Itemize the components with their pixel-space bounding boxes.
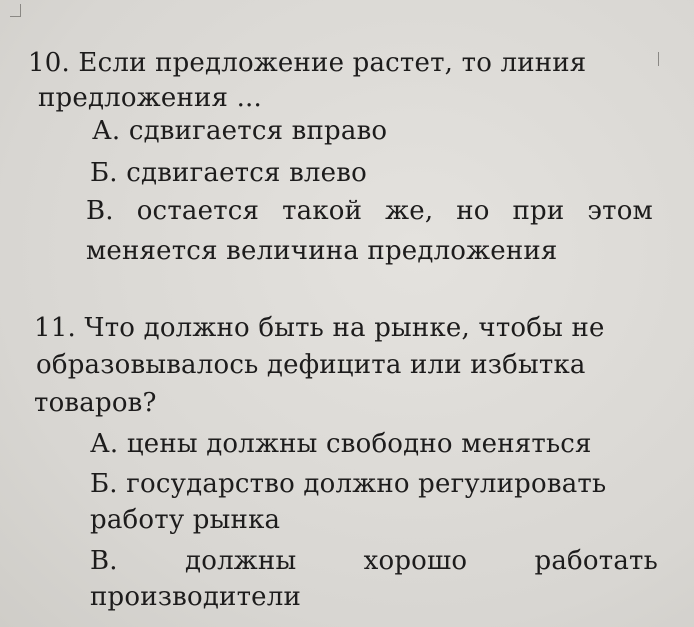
word: В. [90, 546, 118, 576]
question-10-answer-c-line-1 [86, 196, 653, 226]
question-11-answer-b-line-2: работу рынка [90, 505, 281, 535]
question-10-line-1: 10. Если предложение растет, то линия [28, 48, 587, 78]
word: работать [534, 546, 658, 576]
word: же, [385, 196, 434, 226]
word: должны [185, 546, 297, 576]
corner-mark-right [648, 52, 659, 66]
word: но [456, 196, 490, 226]
question-11-answer-b-line-1: Б. государство должно регулировать [90, 469, 607, 499]
question-10-answer-a: А. сдвигается вправо [92, 116, 388, 146]
question-10-answer-b: Б. сдвигается влево [90, 158, 367, 188]
word: при [512, 196, 565, 226]
question-11-answer-a: А. цены должны свободно меняться [90, 429, 592, 459]
word: В. [86, 196, 114, 226]
question-10-line-2: предложения ... [38, 83, 262, 113]
question-11-answer-c-line-1 [90, 546, 658, 576]
question-11-line-3: товаров? [34, 388, 157, 418]
word: этом [587, 196, 653, 226]
question-11-answer-c-line-2: производители [90, 582, 301, 612]
word: хорошо [363, 546, 468, 576]
word: такой [282, 196, 363, 226]
corner-mark-left [10, 4, 21, 17]
question-10-answer-c-line-2: меняется величина предложения [86, 236, 558, 266]
question-11-line-2: образовывалось дефицита или избытка [36, 350, 586, 380]
question-11-line-1: 11. Что должно быть на рынке, чтобы не [34, 313, 605, 343]
word: остается [136, 196, 260, 226]
